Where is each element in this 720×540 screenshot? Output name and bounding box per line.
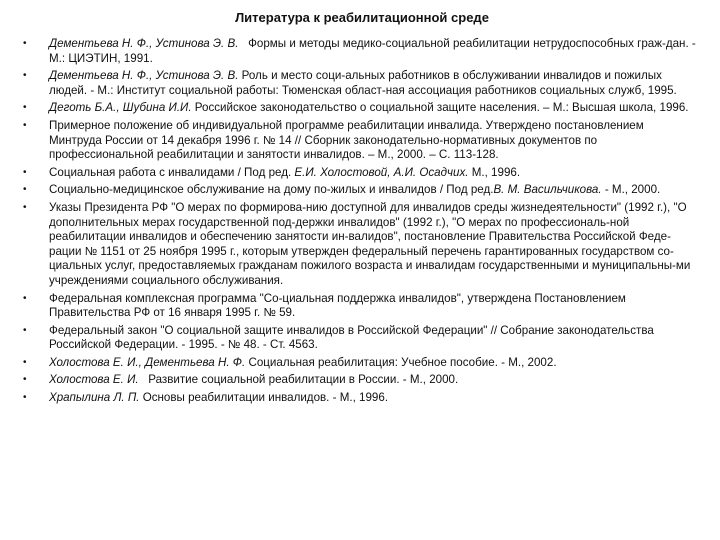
list-item <box>22 101 698 116</box>
bullet-icon: • <box>23 374 27 386</box>
item-text: Федеральная комплексная программа "Со-циальная поддержка инвалидов", утверждена Постановлением Правительства РФ от 16 января 1995 г. № 59. <box>49 291 626 320</box>
item-text-after: - М., 2000. <box>601 183 661 197</box>
item-author: Деготь Б.А., Шубина И.И. <box>49 101 192 115</box>
bullet-icon: • <box>23 184 27 196</box>
item-text: Социальная реабилитация: Учебное пособие. - М., 2002. <box>245 355 557 369</box>
item-text-after: М., 1996. <box>468 165 521 179</box>
item-author: Холостова Е. И., Дементьева Н. Ф. <box>49 355 246 369</box>
bibliography-list <box>22 37 698 406</box>
item-text: Социально-медицинское обслуживание на дому по-жилых и инвалидов / Под ред. <box>49 183 494 197</box>
list-item <box>22 391 698 406</box>
bullet-icon: • <box>23 166 27 178</box>
item-text: Федеральный закон "О социальной защите инвалидов в Российской Федерации" // Собрание законодательства Российской Федерации. - 1995. - № 48. - Ст. 4563. <box>49 323 654 352</box>
item-text: Развитие социальной реабилитации в России. - М., 2000. <box>138 373 459 387</box>
document-title: Литература к реабилитационной среде <box>235 10 489 25</box>
item-author: Дементьева Н. Ф., Устинова Э. В. <box>49 69 239 83</box>
list-item <box>22 292 698 321</box>
list-item <box>22 166 698 181</box>
item-editor: В. М. Васильчикова. <box>493 183 602 197</box>
item-text: Указы Президента РФ "О мерах по формирова-нию доступной для инвалидов среды жизнедеятельности" (1992 г.), "О дополнительных мерах государственной под-держки инвалидов" (1992 г.), "О мерах по профессиональ-ной реабилитации инвалидов и обеспечению занятости ин-валидов", постановление Правительства Российской Феде-рации № 1151 от 25 ноября 1995 г., которым утвержден федеральный перечень гарантированных государством со-циальных услуг, предоставляемых гражданам пожилого возраста и инвалидам государственными и муниципальны-ми учреждениями социального обслуживания. <box>49 200 691 287</box>
item-text: Социальная работа с инвалидами / Под ред. <box>49 165 295 179</box>
bullet-icon: • <box>23 102 27 114</box>
list-item <box>22 201 698 289</box>
list-item <box>22 183 698 198</box>
bullet-icon: • <box>23 356 27 368</box>
item-author: Дементьева Н. Ф., Устинова Э. В. <box>49 37 239 50</box>
item-editor: Е.И. Холостовой, А.И. Осадчих. <box>294 165 469 179</box>
list-item <box>22 119 698 163</box>
item-text: Примерное положение об индивидуальной программе реабилитации инвалида. Утверждено постановлением Минтруда России от 14 декабря 1996 г. № 14 // Сборник законодательно-нормативных документов по профессиональной реабилитации и занятости инвалидов. – М., 2000. – С. 113-128. <box>49 118 644 162</box>
item-text: Основы реабилитации инвалидов. - М., 1996. <box>139 391 389 405</box>
item-author: Холостова Е. И. <box>49 373 139 387</box>
item-author: Храпылина Л. П. <box>49 391 140 405</box>
bullet-icon: • <box>23 392 27 404</box>
bullet-icon: • <box>23 292 27 304</box>
list-item <box>22 324 698 353</box>
bullet-icon: • <box>23 201 27 213</box>
item-text: Российское законодательство о социальной защите населения. – М.: Высшая школа, 1996. <box>191 101 689 115</box>
item-text: Роль и место соци-альных работников в обслуживании инвалидов и пожилых людей. - М.: Институт социальной работы: Тюменская област-ная ассоциация работников социальных служб, 1995. <box>49 69 677 97</box>
bullet-icon: • <box>23 119 27 131</box>
bullet-icon: • <box>23 38 27 49</box>
list-item <box>22 37 698 66</box>
bullet-icon: • <box>23 324 27 336</box>
list-item <box>22 373 698 388</box>
list-item <box>22 356 698 371</box>
list-item <box>22 69 698 98</box>
bullet-icon: • <box>23 70 27 82</box>
item-text: Формы и методы медико-социальной реабилитации нетрудоспособных граж-дан. - М.: ЦИЭТИН, 1991. <box>49 37 699 65</box>
